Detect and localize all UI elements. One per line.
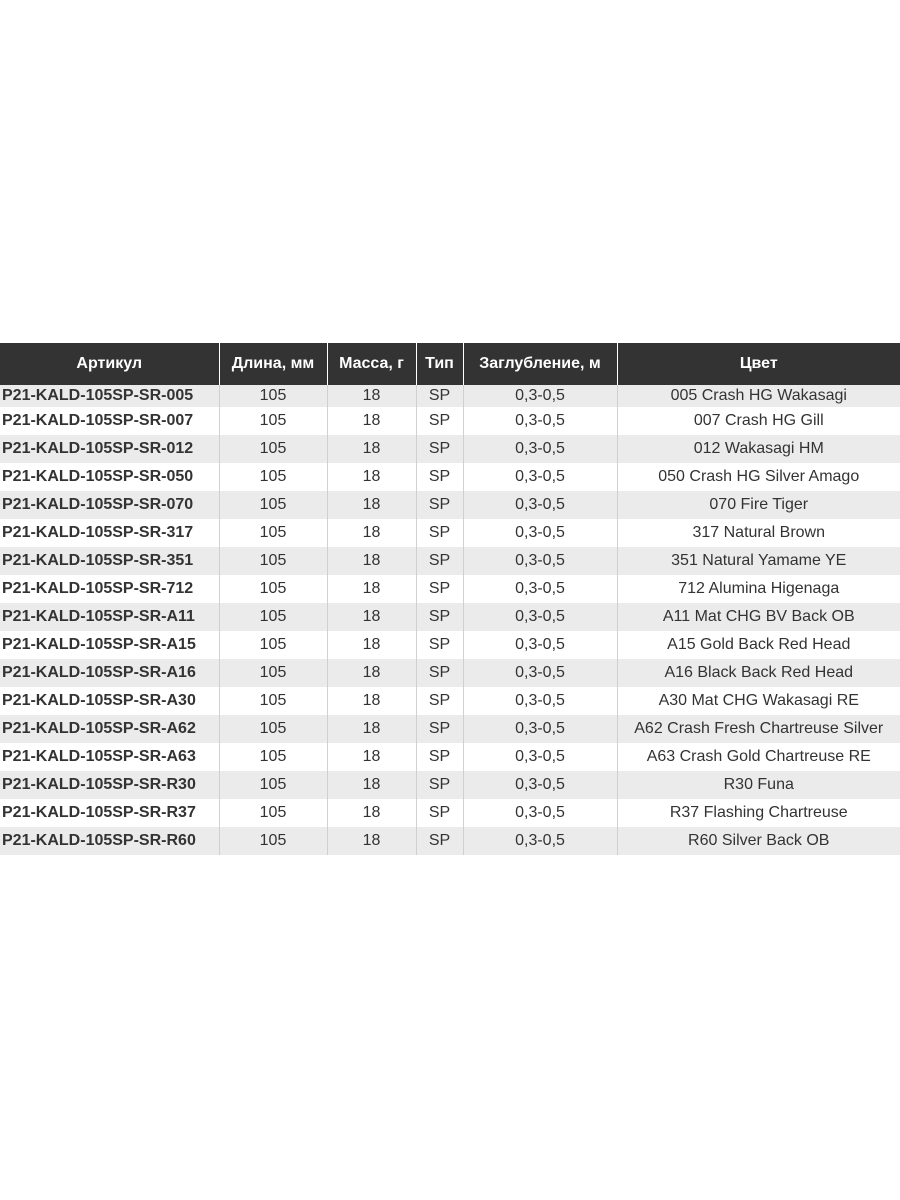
sku-cell: P21-KALD-105SP-SR-A11	[0, 603, 219, 631]
header-type: Тип	[416, 343, 463, 385]
length-cell: 105	[219, 547, 327, 575]
length-cell: 105	[219, 659, 327, 687]
length-cell: 105	[219, 463, 327, 491]
color-cell: R30 Funa	[617, 771, 900, 799]
length-cell: 105	[219, 743, 327, 771]
color-cell: 351 Natural Yamame YE	[617, 547, 900, 575]
table-row	[0, 771, 900, 799]
mass-cell: 18	[327, 771, 416, 799]
depth-cell: 0,3-0,5	[463, 435, 617, 463]
depth-cell: 0,3-0,5	[463, 827, 617, 855]
depth-cell: 0,3-0,5	[463, 771, 617, 799]
color-cell: A62 Crash Fresh Chartreuse Silver	[617, 715, 900, 743]
depth-cell: 0,3-0,5	[463, 799, 617, 827]
color-cell: 070 Fire Tiger	[617, 491, 900, 519]
length-cell: 105	[219, 631, 327, 659]
type-cell: SP	[416, 603, 463, 631]
type-cell: SP	[416, 659, 463, 687]
length-cell: 105	[219, 407, 327, 435]
color-cell: 007 Crash HG Gill	[617, 407, 900, 435]
depth-cell: 0,3-0,5	[463, 743, 617, 771]
mass-cell: 18	[327, 659, 416, 687]
sku-cell: P21-KALD-105SP-SR-005	[0, 385, 219, 407]
sku-cell: P21-KALD-105SP-SR-R30	[0, 771, 219, 799]
mass-cell: 18	[327, 547, 416, 575]
type-cell: SP	[416, 407, 463, 435]
table-row	[0, 715, 900, 743]
depth-cell: 0,3-0,5	[463, 385, 617, 407]
table-row	[0, 575, 900, 603]
sku-cell: P21-KALD-105SP-SR-A30	[0, 687, 219, 715]
type-cell: SP	[416, 547, 463, 575]
sku-cell: P21-KALD-105SP-SR-007	[0, 407, 219, 435]
sku-cell: P21-KALD-105SP-SR-A16	[0, 659, 219, 687]
type-cell: SP	[416, 743, 463, 771]
mass-cell: 18	[327, 463, 416, 491]
sku-cell: P21-KALD-105SP-SR-A15	[0, 631, 219, 659]
mass-cell: 18	[327, 435, 416, 463]
color-cell: A30 Mat CHG Wakasagi RE	[617, 687, 900, 715]
color-cell: R37 Flashing Chartreuse	[617, 799, 900, 827]
length-cell: 105	[219, 771, 327, 799]
table-row	[0, 743, 900, 771]
color-cell: A11 Mat CHG BV Back OB	[617, 603, 900, 631]
header-depth: Заглубление, м	[463, 343, 617, 385]
table-body	[0, 385, 900, 855]
mass-cell: 18	[327, 491, 416, 519]
depth-cell: 0,3-0,5	[463, 687, 617, 715]
table-row	[0, 385, 900, 407]
depth-cell: 0,3-0,5	[463, 519, 617, 547]
table-row	[0, 435, 900, 463]
type-cell: SP	[416, 385, 463, 407]
color-cell: 317 Natural Brown	[617, 519, 900, 547]
table-row	[0, 687, 900, 715]
color-cell: R60 Silver Back OB	[617, 827, 900, 855]
length-cell: 105	[219, 519, 327, 547]
header-length: Длина, мм	[219, 343, 327, 385]
spec-table	[0, 343, 900, 855]
depth-cell: 0,3-0,5	[463, 715, 617, 743]
depth-cell: 0,3-0,5	[463, 547, 617, 575]
type-cell: SP	[416, 519, 463, 547]
depth-cell: 0,3-0,5	[463, 491, 617, 519]
sku-cell: P21-KALD-105SP-SR-A63	[0, 743, 219, 771]
depth-cell: 0,3-0,5	[463, 603, 617, 631]
mass-cell: 18	[327, 715, 416, 743]
length-cell: 105	[219, 575, 327, 603]
table-header	[0, 343, 900, 385]
type-cell: SP	[416, 771, 463, 799]
table-row	[0, 463, 900, 491]
sku-cell: P21-KALD-105SP-SR-R60	[0, 827, 219, 855]
table-row	[0, 827, 900, 855]
mass-cell: 18	[327, 519, 416, 547]
table-row	[0, 519, 900, 547]
mass-cell: 18	[327, 603, 416, 631]
color-cell: A63 Crash Gold Chartreuse RE	[617, 743, 900, 771]
type-cell: SP	[416, 715, 463, 743]
type-cell: SP	[416, 687, 463, 715]
sku-cell: P21-KALD-105SP-SR-012	[0, 435, 219, 463]
spec-table-container	[0, 343, 900, 855]
length-cell: 105	[219, 687, 327, 715]
type-cell: SP	[416, 463, 463, 491]
header-mass: Масса, г	[327, 343, 416, 385]
type-cell: SP	[416, 491, 463, 519]
sku-cell: P21-KALD-105SP-SR-A62	[0, 715, 219, 743]
sku-cell: P21-KALD-105SP-SR-351	[0, 547, 219, 575]
mass-cell: 18	[327, 687, 416, 715]
mass-cell: 18	[327, 743, 416, 771]
depth-cell: 0,3-0,5	[463, 463, 617, 491]
color-cell: A15 Gold Back Red Head	[617, 631, 900, 659]
header-color: Цвет	[617, 343, 900, 385]
depth-cell: 0,3-0,5	[463, 631, 617, 659]
length-cell: 105	[219, 799, 327, 827]
length-cell: 105	[219, 603, 327, 631]
sku-cell: P21-KALD-105SP-SR-712	[0, 575, 219, 603]
type-cell: SP	[416, 631, 463, 659]
length-cell: 105	[219, 385, 327, 407]
length-cell: 105	[219, 435, 327, 463]
table-row	[0, 631, 900, 659]
sku-cell: P21-KALD-105SP-SR-070	[0, 491, 219, 519]
header-sku: Артикул	[0, 343, 219, 385]
header-row	[0, 343, 900, 385]
table-row	[0, 407, 900, 435]
mass-cell: 18	[327, 407, 416, 435]
depth-cell: 0,3-0,5	[463, 575, 617, 603]
length-cell: 105	[219, 491, 327, 519]
color-cell: 012 Wakasagi HM	[617, 435, 900, 463]
sku-cell: P21-KALD-105SP-SR-050	[0, 463, 219, 491]
table-row	[0, 547, 900, 575]
color-cell: 712 Alumina Higenaga	[617, 575, 900, 603]
type-cell: SP	[416, 827, 463, 855]
mass-cell: 18	[327, 631, 416, 659]
type-cell: SP	[416, 575, 463, 603]
length-cell: 105	[219, 715, 327, 743]
mass-cell: 18	[327, 827, 416, 855]
type-cell: SP	[416, 435, 463, 463]
sku-cell: P21-KALD-105SP-SR-317	[0, 519, 219, 547]
mass-cell: 18	[327, 575, 416, 603]
length-cell: 105	[219, 827, 327, 855]
sku-cell: P21-KALD-105SP-SR-R37	[0, 799, 219, 827]
table-row	[0, 491, 900, 519]
table-row	[0, 659, 900, 687]
mass-cell: 18	[327, 799, 416, 827]
type-cell: SP	[416, 799, 463, 827]
color-cell: 005 Crash HG Wakasagi	[617, 385, 900, 407]
mass-cell: 18	[327, 385, 416, 407]
depth-cell: 0,3-0,5	[463, 659, 617, 687]
color-cell: A16 Black Back Red Head	[617, 659, 900, 687]
color-cell: 050 Crash HG Silver Amago	[617, 463, 900, 491]
table-row	[0, 603, 900, 631]
depth-cell: 0,3-0,5	[463, 407, 617, 435]
table-row	[0, 799, 900, 827]
